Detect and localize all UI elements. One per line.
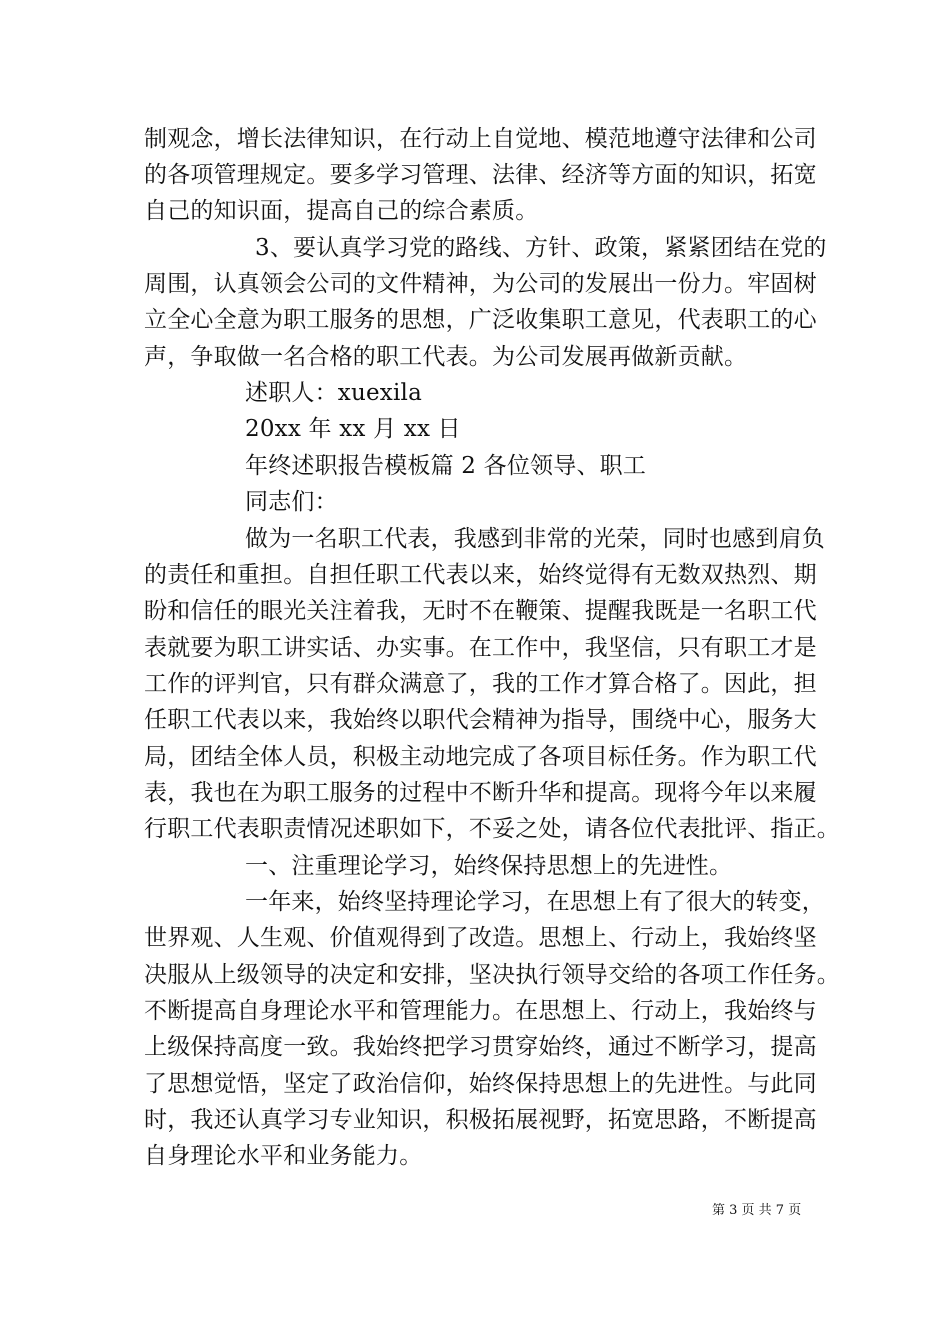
text-line: 了思想觉悟，坚定了政治信仰，始终保持思想上的先进性。与此同 xyxy=(144,1071,817,1097)
text-line: 做为一名职工代表，我感到非常的光荣，同时也感到肩负 xyxy=(245,526,825,552)
text-line: 不断提高自身理论水平和管理能力。在思想上、行动上，我始终与 xyxy=(144,998,817,1024)
text-line: 周围，认真领会公司的文件精神，为公司的发展出一份力。牢固树 xyxy=(144,271,817,297)
text-line: 上级保持高度一致。我始终把学习贯穿始终，通过不断学习，提高 xyxy=(144,1034,817,1060)
text-line: 的各项管理规定。要多学习管理、法律、经济等方面的知识，拓宽 xyxy=(144,162,817,188)
text-line: 盼和信任的眼光关注着我，无时不在鞭策、提醒我既是一名职工代 xyxy=(144,598,817,624)
text-line: 自身理论水平和业务能力。 xyxy=(144,1143,423,1169)
text-line: 工作的评判官，只有群众满意了，我的工作才算合格了。因此，担 xyxy=(144,671,817,697)
signature-line: 述职人：xuexila xyxy=(245,380,422,406)
text-line: 决服从上级领导的决定和安排，坚决执行领导交给的各项工作任务。 xyxy=(144,962,840,988)
text-line: 自己的知识面，提高自己的综合素质。 xyxy=(144,198,539,224)
text-line: 行职工代表职责情况述职如下，不妥之处，请各位代表批评、指正。 xyxy=(144,816,840,842)
text-line: 局，团结全体人员，积极主动地完成了各项目标任务。作为职工代 xyxy=(144,744,817,770)
section-title: 年终述职报告模板篇 2 各位领导、职工 xyxy=(245,453,647,479)
date-line: 20xx 年 xx 月 xx 日 xyxy=(245,416,461,442)
salutation: 同志们： xyxy=(245,489,338,515)
page-number: 第 3 页 共 7 页 xyxy=(712,1203,802,1218)
text-line: 3、要认真学习党的路线、方针、政策，紧紧团结在党的 xyxy=(255,235,827,261)
section-heading: 一、注重理论学习，始终保持思想上的先进性。 xyxy=(245,853,733,879)
text-line: 立全心全意为职工服务的思想，广泛收集职工意见，代表职工的心 xyxy=(144,307,817,333)
text-line: 任职工代表以来，我始终以职代会精神为指导，围绕中心，服务大 xyxy=(144,707,817,733)
text-line: 一年来，始终坚持理论学习，在思想上有了很大的转变， xyxy=(245,889,825,915)
text-line: 声，争取做一名合格的职工代表。为公司发展再做新贡献。 xyxy=(144,344,748,370)
text-line: 的责任和重担。自担任职工代表以来，始终觉得有无数双热烈、期 xyxy=(144,562,817,588)
text-line: 制观念，增长法律知识，在行动上自觉地、模范地遵守法律和公司 xyxy=(144,126,817,152)
text-line: 世界观、人生观、价值观得到了改造。思想上、行动上，我始终坚 xyxy=(144,925,817,951)
text-line: 时，我还认真学习专业知识，积极拓展视野，拓宽思路，不断提高 xyxy=(144,1107,817,1133)
text-line: 表，我也在为职工服务的过程中不断升华和提高。现将今年以来履 xyxy=(144,780,817,806)
text-line: 表就要为职工讲实话、办实事。在工作中，我坚信，只有职工才是 xyxy=(144,635,817,661)
